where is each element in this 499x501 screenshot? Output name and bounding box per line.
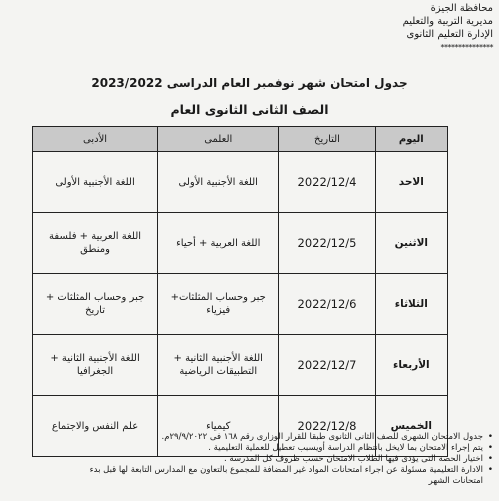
day-cell: الخميس bbox=[375, 396, 447, 457]
literary-cell: اللغة الأجنبية الثانية + الجغرافيا bbox=[33, 335, 158, 396]
table-header-row bbox=[33, 127, 448, 152]
header-science: العلمى bbox=[158, 127, 279, 152]
stars-divider: *************** bbox=[440, 43, 493, 52]
date-cell: 2022/12/7 bbox=[279, 335, 375, 396]
note-item: • الادارة التعليمية مسئولة عن اجراء امتحانات المواد غير المضافة للمجموع بالتعاون مع المدارس التابعة لها قبل بدء bbox=[13, 465, 483, 476]
note-item: • جدول الامتحان الشهرى للصف الثانى الثانوى طبقا للقرار الوزارى رقم ١٦٨ فى ٢٩/٩/٢٠٢٢م. bbox=[13, 432, 483, 443]
note-item-continuation: امتحانات الشهر bbox=[428, 476, 483, 486]
directorate-line: مديرية التربية والتعليم bbox=[402, 16, 493, 27]
day-cell: الأربعاء bbox=[375, 335, 447, 396]
table-row bbox=[33, 152, 448, 213]
science-cell: اللغة الأجنبية الأولى bbox=[158, 152, 279, 213]
science-cell: اللغة الأجنبية الثانية + التطبيقات الرياضية bbox=[158, 335, 279, 396]
day-cell: الثلاثاء bbox=[375, 274, 447, 335]
science-cell: اللغة العربية + أحياء bbox=[158, 213, 279, 274]
table-row bbox=[33, 335, 448, 396]
literary-cell: اللغة العربية + فلسفة ومنطق bbox=[33, 213, 158, 274]
document-title: جدول امتحان شهر نوفمبر العام الدراسى 2023/2022 bbox=[91, 76, 408, 90]
table-row bbox=[33, 213, 448, 274]
literary-cell: اللغة الأجنبية الأولى bbox=[33, 152, 158, 213]
date-cell: 2022/12/8 bbox=[279, 396, 375, 457]
notes-list bbox=[13, 432, 495, 487]
table-row bbox=[33, 274, 448, 335]
note-item: • اختيار الحصة التى يؤدى فيها الطلاب الامتحان حسب ظروف كل المدرسة . bbox=[13, 454, 483, 465]
governorate-line: محافظة الجيزة bbox=[430, 3, 493, 14]
literary-cell: جبر وحساب المثلثات + تاريخ bbox=[33, 274, 158, 335]
issuer-header bbox=[353, 2, 493, 54]
science-cell: كيمياء bbox=[158, 396, 279, 457]
literary-cell: علم النفس والاجتماع bbox=[33, 396, 158, 457]
header-day: اليوم bbox=[375, 127, 447, 152]
date-cell: 2022/12/6 bbox=[279, 274, 375, 335]
document-subtitle: الصف الثانى الثانوى العام bbox=[170, 102, 329, 117]
exam-schedule-table bbox=[32, 126, 448, 457]
header-date: التاريخ bbox=[279, 127, 375, 152]
date-cell: 2022/12/5 bbox=[279, 213, 375, 274]
date-cell: 2022/12/4 bbox=[279, 152, 375, 213]
note-item: • يتم إجراء الامتحان بما لايخل بانتظام الدراسة أويسبب تعطيل للعملية التعليمية . bbox=[13, 443, 483, 454]
science-cell: جبر وحساب المثلثات+ فيزياء bbox=[158, 274, 279, 335]
department-line: الإدارة التعليم الثانوى bbox=[406, 29, 493, 40]
day-cell: الاثنين bbox=[375, 213, 447, 274]
header-literary: الأدبى bbox=[33, 127, 158, 152]
day-cell: الاحد bbox=[375, 152, 447, 213]
